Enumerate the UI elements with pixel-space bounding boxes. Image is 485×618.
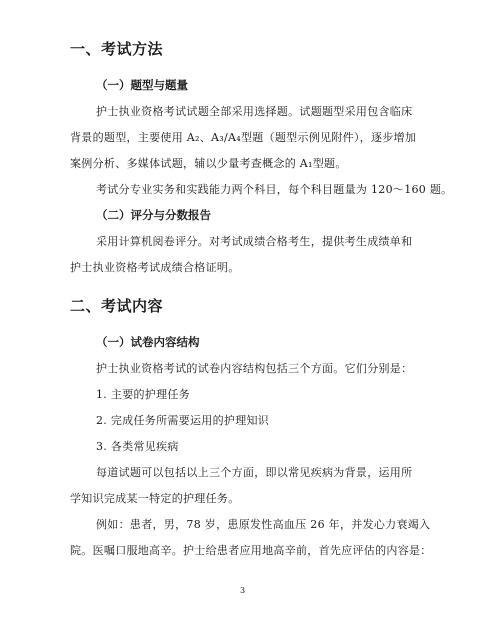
paragraph-line: 每道试题可以包括以上三个方面，即以常见疾病为背景，运用所: [96, 466, 413, 479]
paragraph-line: 采用计算机阅卷评分。对考试成绩合格考生，提供考生成绩单和: [96, 235, 413, 248]
paragraph-line: 考试分专业实务和实践能力两个科目，每个科目题量为 120～160 题。: [96, 183, 453, 196]
paragraph-line: 学知识完成某一特定的护理任务。: [70, 492, 240, 505]
paragraph-line: 护士执业资格考试成绩合格证明。: [70, 261, 240, 274]
subheading-content-structure: （一）试卷内容结构: [96, 335, 200, 349]
paragraph-line: 背景的题型，主要使用 A₂、A₃/A₄型题（题型示例见附件），逐步增加: [70, 131, 417, 144]
list-item: 3. 各类常见疾病: [96, 440, 179, 453]
page-number: 3: [239, 586, 246, 595]
paragraph-line: 护士执业资格考试试题全部采用选择题。试题题型采用包含临床: [96, 105, 413, 118]
paragraph-line: 例如：患者，男，78 岁，患原发性高血压 26 年，并发心力衰竭入: [96, 518, 431, 531]
section-heading-exam-method: 一、考试方法: [70, 40, 164, 58]
subheading-scoring: （二）评分与分数报告: [96, 208, 211, 222]
paragraph-line: 案例分析、多媒体试题，辅以少量考查概念的 A₁型题。: [70, 157, 347, 170]
section-heading-exam-content: 二、考试内容: [70, 297, 164, 315]
paragraph-line: 院。医嘱口服地高辛。护士给患者应用地高辛前，首先应评估的内容是：: [70, 544, 432, 557]
paragraph-line: 护士执业资格考试的试卷内容结构包括三个方面。它们分别是：: [96, 362, 413, 375]
list-item: 2. 完成任务所需要运用的护理知识: [96, 414, 270, 427]
subheading-question-types: （一）题型与题量: [96, 78, 188, 92]
list-item: 1. 主要的护理任务: [96, 388, 190, 401]
